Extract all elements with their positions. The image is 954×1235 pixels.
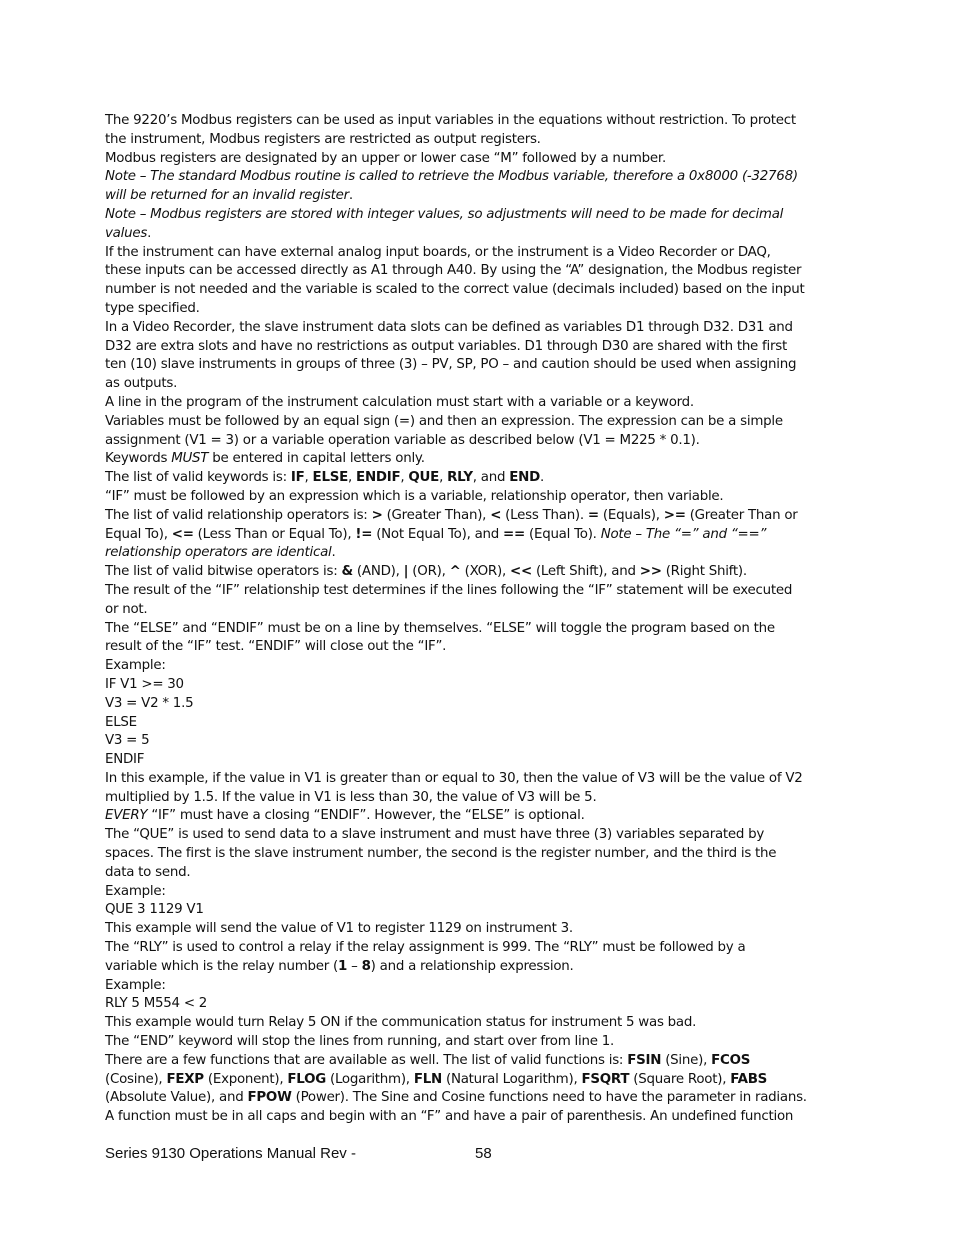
text-run: &: [341, 564, 353, 580]
text-run: Example:: [105, 977, 166, 993]
text-run: ten (10) slave instruments in groups of three (3) – PV, SP, PO – and caution should be used when assigning: [105, 357, 797, 373]
text-run: ,: [348, 470, 357, 486]
text-run: >>: [639, 564, 662, 580]
text-run: Note – Modbus registers are stored with integer values, so adjustments will need to be made for decimal: [105, 206, 784, 222]
text-line: [105, 319, 853, 338]
text-line: [105, 206, 853, 225]
text-run: (OR),: [408, 564, 450, 580]
text-run: The “ELSE” and “ENDIF” must be on a line by themselves. “ELSE” will toggle the program based on the: [105, 620, 775, 636]
text-run: FABS: [730, 1071, 768, 1087]
text-line: [105, 770, 853, 789]
text-line: [105, 375, 853, 394]
text-run: as outputs.: [105, 376, 178, 392]
text-run: ) and a relationship expression.: [370, 958, 574, 974]
text-line: [105, 638, 853, 657]
text-line: [105, 356, 853, 375]
text-line: [105, 394, 853, 413]
text-line: [105, 1071, 853, 1090]
text-run: (Equals),: [598, 507, 664, 523]
text-run: FPOW: [247, 1090, 292, 1106]
text-line: [105, 601, 853, 620]
text-line: [105, 413, 853, 432]
text-line: [105, 300, 853, 319]
text-run: The “QUE” is used to send data to a slave instrument and must have three (3) variables separated by: [105, 827, 765, 843]
text-run: ,: [304, 470, 313, 486]
text-line: [105, 958, 853, 977]
text-run: (Cosine),: [105, 1071, 167, 1087]
text-run: ELSE: [105, 714, 137, 730]
text-run: =: [587, 507, 599, 523]
text-run: Variables must be followed by an equal sign (=) and then an expression. The expression can be a simple: [105, 413, 783, 429]
text-run: >=: [663, 507, 686, 523]
text-line: [105, 469, 853, 488]
text-run: spaces. The first is the slave instrument number, the second is the register number, and the third is the: [105, 846, 777, 862]
text-run: EVERY: [105, 808, 148, 824]
text-run: The 9220’s Modbus registers can be used as input variables in the equations without restriction. To protect: [105, 113, 796, 128]
text-line: [105, 563, 853, 582]
text-run: (Exponent),: [203, 1071, 288, 1087]
text-line: [105, 225, 853, 244]
text-line: [105, 281, 853, 300]
text-run: Keywords: [105, 451, 172, 467]
text-run: result of the “IF” test. “ENDIF” will close out the “IF”.: [105, 639, 447, 655]
text-run: , and: [472, 470, 510, 486]
text-run: This example will send the value of V1 to register 1129 on instrument 3.: [105, 921, 573, 937]
text-line: [105, 168, 853, 187]
text-run: be entered in capital letters only.: [208, 451, 425, 467]
text-run: ENDIF: [105, 752, 145, 768]
text-run: relationship operators are identical: [105, 545, 332, 561]
text-run: RLY: [447, 470, 473, 486]
text-run: (Left Shift), and: [531, 564, 640, 580]
text-run: –: [347, 958, 362, 974]
text-run: ENDIF: [356, 470, 401, 486]
text-run: IF V1 >= 30: [105, 676, 184, 692]
text-run: ==: [503, 526, 525, 542]
text-line: [105, 620, 853, 639]
text-run: A function must be in all caps and begin with an “F” and have a pair of parenthesis. An undefined function: [105, 1109, 794, 1125]
text-run: (AND),: [352, 564, 404, 580]
text-run: (Square Root),: [629, 1071, 731, 1087]
text-line: [105, 1014, 853, 1033]
text-line: [105, 995, 853, 1014]
text-line: [105, 150, 853, 169]
text-run: V3 = 5: [105, 733, 150, 749]
text-run: .: [147, 225, 152, 241]
text-run: data to send.: [105, 864, 191, 880]
text-line: [105, 883, 853, 902]
text-run: “IF” must be followed by an expression which is a variable, relationship operator, then variable.: [105, 488, 724, 504]
text-run: (Natural Logarithm),: [441, 1071, 582, 1087]
text-run: <<: [509, 564, 532, 580]
text-line: [105, 1089, 853, 1108]
text-line: [105, 526, 853, 545]
text-line: [105, 920, 853, 939]
text-run: The “END” keyword will stop the lines from running, and start over from line 1.: [105, 1034, 614, 1050]
text-line: [105, 714, 853, 733]
text-line: [105, 732, 853, 751]
text-run: ELSE: [312, 470, 349, 486]
text-run: A line in the program of the instrument calculation must start with a variable or a keyword.: [105, 394, 694, 410]
text-run: FLOG: [287, 1071, 326, 1087]
text-run: V3 = V2 * 1.5: [105, 695, 194, 711]
text-run: In this example, if the value in V1 is greater than or equal to 30, then the value of V3 will be the value of V2: [105, 770, 803, 786]
text-run: assignment (V1 = 3) or a variable operation variable as described below (V1 = M225 * 0.1).: [105, 432, 700, 448]
text-run: (Greater Than),: [382, 507, 491, 523]
text-run: (Equal To).: [525, 526, 601, 542]
text-run: (Greater Than or: [685, 507, 798, 523]
text-run: Example:: [105, 883, 166, 899]
text-line: [105, 695, 853, 714]
text-run: FLN: [413, 1071, 442, 1087]
text-run: the instrument, Modbus registers are restricted as output registers.: [105, 131, 541, 147]
text-run: (Right Shift).: [661, 564, 747, 580]
text-line: [105, 582, 853, 601]
text-run: 8: [361, 958, 371, 974]
text-run: QUE 3 1129 V1: [105, 902, 204, 918]
text-run: RLY 5 M554 < 2: [105, 996, 208, 1012]
text-line: [105, 1052, 853, 1071]
text-run: .: [348, 188, 353, 204]
text-run: or not.: [105, 601, 148, 617]
text-line: [105, 1108, 853, 1127]
text-line: [105, 131, 853, 150]
text-run: (Less Than or Equal To),: [193, 526, 356, 542]
text-line: [105, 676, 853, 695]
text-run: FSIN: [627, 1052, 662, 1068]
text-run: type specified.: [105, 300, 200, 316]
text-run: values: [105, 225, 148, 241]
text-line: [105, 450, 853, 469]
text-run: variable which is the relay number (: [105, 958, 339, 974]
text-run: QUE: [408, 470, 440, 486]
text-run: If the instrument can have external analog input boards, or the instrument is a Video Recorder or DAQ,: [105, 244, 771, 260]
text-run: .: [331, 545, 336, 561]
text-run: FSQRT: [581, 1071, 630, 1087]
text-line: [105, 864, 853, 883]
text-run: END: [509, 470, 540, 486]
text-run: There are a few functions that are available as well. The list of valid functions is:: [105, 1052, 628, 1068]
text-line: [105, 939, 853, 958]
text-run: (Not Equal To), and: [372, 526, 504, 542]
text-run: multiplied by 1.5. If the value in V1 is less than 30, the value of V3 will be 5.: [105, 789, 597, 805]
text-run: >: [371, 507, 383, 523]
text-run: IF: [290, 470, 305, 486]
text-line: [105, 826, 853, 845]
text-run: <: [490, 507, 502, 523]
text-run: (Less Than).: [501, 507, 588, 523]
text-line: [105, 789, 853, 808]
text-run: (XOR),: [460, 564, 510, 580]
text-line: [105, 1033, 853, 1052]
text-run: (Sine),: [661, 1052, 712, 1068]
text-run: ^: [449, 564, 461, 580]
text-run: <=: [171, 526, 194, 542]
text-run: Note – The “=” and “==”: [600, 526, 767, 542]
text-line: [105, 657, 853, 676]
text-line: [105, 507, 853, 526]
text-line: [105, 751, 853, 770]
text-run: these inputs can be accessed directly as A1 through A40. By using the “A” designation, the Modbus register: [105, 263, 802, 279]
text-line: [105, 845, 853, 864]
text-line: [105, 244, 853, 263]
text-run: In a Video Recorder, the slave instrument data slots can be defined as variables D1 through D32. D31 and: [105, 319, 793, 335]
text-run: The list of valid relationship operators is:: [105, 507, 372, 523]
text-run: (Absolute Value), and: [105, 1090, 248, 1106]
text-run: Note – The standard Modbus routine is called to retrieve the Modbus variable, therefore a 0x8000 (-32768): [105, 169, 798, 185]
text-run: The result of the “IF” relationship test determines if the lines following the “IF” statement will be executed: [105, 582, 793, 598]
text-run: |: [403, 564, 409, 580]
text-line: [105, 262, 853, 281]
text-line: [105, 338, 853, 357]
text-run: The list of valid keywords is:: [105, 470, 291, 486]
text-run: D32 are extra slots and have no restrictions as output variables. D1 through D30 are shared with the first: [105, 338, 787, 354]
text-run: FEXP: [166, 1071, 204, 1087]
text-run: The list of valid bitwise operators is:: [105, 564, 342, 580]
text-line: [105, 901, 853, 920]
text-line: [105, 977, 853, 996]
text-run: This example would turn Relay 5 ON if the communication status for instrument 5 was bad.: [105, 1015, 697, 1031]
text-line: [105, 544, 853, 563]
text-run: FCOS: [711, 1052, 751, 1068]
text-run: (Power). The Sine and Cosine functions need to have the parameter in radians.: [291, 1090, 807, 1106]
text-line: [105, 488, 853, 507]
text-run: “IF” must have a closing “ENDIF”. However, the “ELSE” is optional.: [147, 808, 585, 824]
text-run: MUST: [171, 451, 209, 467]
text-line: [105, 187, 853, 206]
text-run: Modbus registers are designated by an upper or lower case “M” followed by a number.: [105, 150, 666, 166]
text-run: 1: [338, 958, 348, 974]
footer-manual-title: Series 9130 Operations Manual Rev -: [105, 1145, 356, 1162]
text-line: [105, 807, 853, 826]
text-run: Equal To),: [105, 526, 172, 542]
text-run: ,: [400, 470, 409, 486]
text-run: The “RLY” is used to control a relay if the relay assignment is 999. The “RLY” must be followed by a: [105, 940, 746, 956]
text-line: [105, 112, 853, 131]
footer-page-number: 58: [475, 1145, 492, 1162]
text-run: number is not needed and the variable is scaled to the correct value (decimals included) based on the input: [105, 282, 805, 298]
text-run: .: [540, 470, 545, 486]
text-run: Example:: [105, 658, 166, 674]
text-run: (Logarithm),: [325, 1071, 414, 1087]
text-run: ,: [439, 470, 448, 486]
text-run: will be returned for an invalid register: [105, 188, 349, 204]
text-line: [105, 432, 853, 451]
page-body-text: [105, 112, 853, 1127]
text-run: !=: [355, 526, 373, 542]
